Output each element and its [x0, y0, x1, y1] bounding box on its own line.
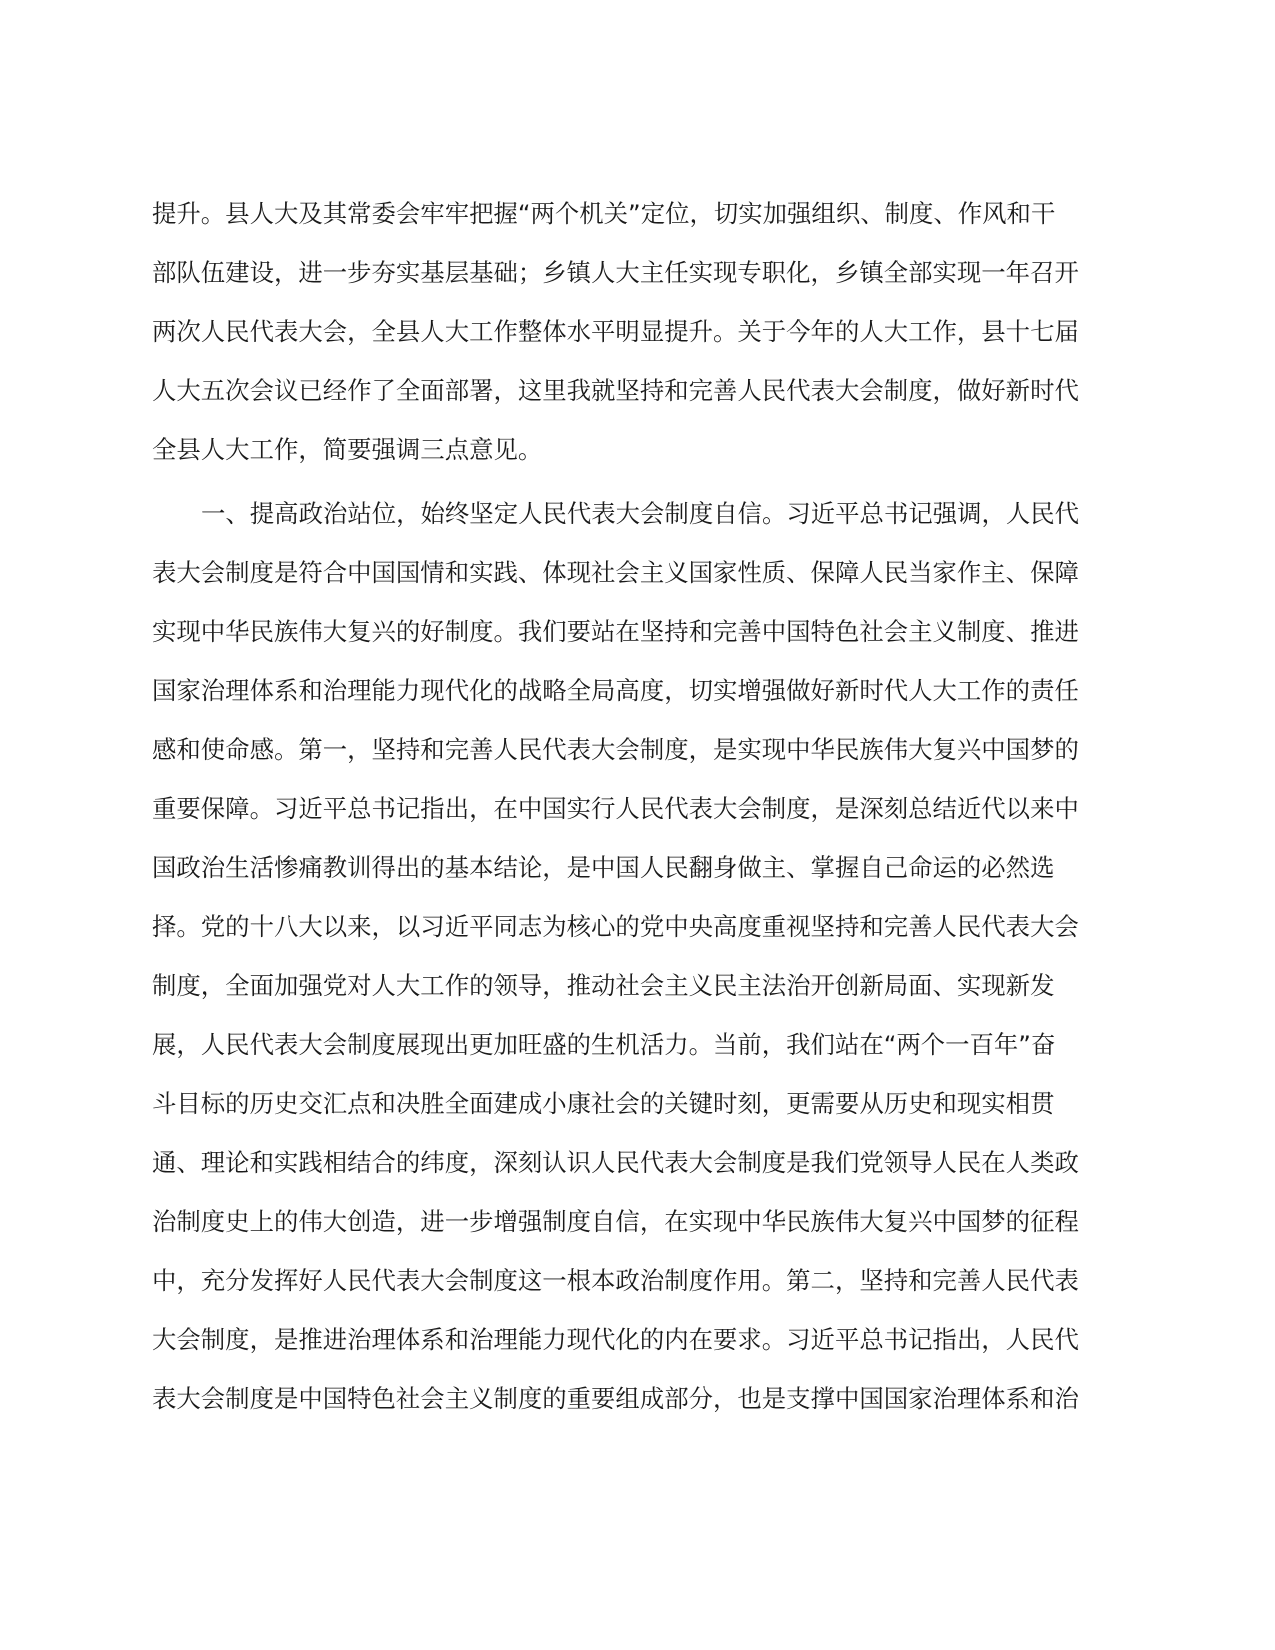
paragraph-line: 中，充分发挥好人民代表大会制度这一根本政治制度作用。第二，坚持和完善人民代表: [152, 1266, 1079, 1295]
paragraph-1: [152, 184, 1097, 479]
paragraph-line: 部队伍建设，进一步夯实基层基础；乡镇人大主任实现专职化，乡镇全部实现一年召开: [152, 258, 1079, 287]
paragraph-line: 感和使命感。第一，坚持和完善人民代表大会制度，是实现中华民族伟大复兴中国梦的: [152, 735, 1079, 764]
paragraph-line: 两次人民代表大会，全县人大工作整体水平明显提升。关于今年的人大工作，县十七届: [152, 317, 1079, 346]
paragraph-line: 全县人大工作，简要强调三点意见。: [152, 435, 543, 464]
paragraph-line: 治制度史上的伟大创造，进一步增强制度自信，在实现中华民族伟大复兴中国梦的征程: [152, 1207, 1079, 1236]
paragraph-line: 重要保障。习近平总书记指出，在中国实行人民代表大会制度，是深刻总结近代以来中: [152, 794, 1079, 823]
paragraph-2: [152, 484, 1097, 1428]
paragraph-line: 制度，全面加强党对人大工作的领导，推动社会主义民主法治开创新局面、实现新发: [152, 971, 1055, 1000]
paragraph-line: 择。党的十八大以来，以习近平同志为核心的党中央高度重视坚持和完善人民代表大会: [152, 912, 1079, 941]
paragraph-line: 提升。县人大及其常委会牢牢把握“两个机关”定位，切实加强组织、制度、作风和干: [152, 199, 1056, 228]
paragraph-line: 实现中华民族伟大复兴的好制度。我们要站在坚持和完善中国特色社会主义制度、推进: [152, 617, 1079, 646]
paragraph-line: 人大五次会议已经作了全面部署，这里我就坚持和完善人民代表大会制度，做好新时代: [152, 376, 1079, 405]
paragraph-line: 表大会制度是中国特色社会主义制度的重要组成部分，也是支撑中国国家治理体系和治: [152, 1384, 1079, 1413]
paragraph-line: 一、提高政治站位，始终坚定人民代表大会制度自信。习近平总书记强调，人民代: [201, 499, 1080, 528]
paragraph-line: 国政治生活惨痛教训得出的基本结论，是中国人民翻身做主、掌握自己命运的必然选: [152, 853, 1055, 882]
paragraph-line: 斗目标的历史交汇点和决胜全面建成小康社会的关键时刻，更需要从历史和现实相贯: [152, 1089, 1055, 1118]
paragraph-line: 国家治理体系和治理能力现代化的战略全局高度，切实增强做好新时代人大工作的责任: [152, 676, 1079, 705]
paragraph-line: 通、理论和实践相结合的纬度，深刻认识人民代表大会制度是我们党领导人民在人类政: [152, 1148, 1079, 1177]
paragraph-line: 展，人民代表大会制度展现出更加旺盛的生机活力。当前，我们站在“两个一百年”奋: [152, 1030, 1056, 1059]
paragraph-line: 表大会制度是符合中国国情和实践、体现社会主义国家性质、保障人民当家作主、保障: [152, 558, 1079, 587]
paragraph-line: 大会制度，是推进治理体系和治理能力现代化的内在要求。习近平总书记指出，人民代: [152, 1325, 1079, 1354]
